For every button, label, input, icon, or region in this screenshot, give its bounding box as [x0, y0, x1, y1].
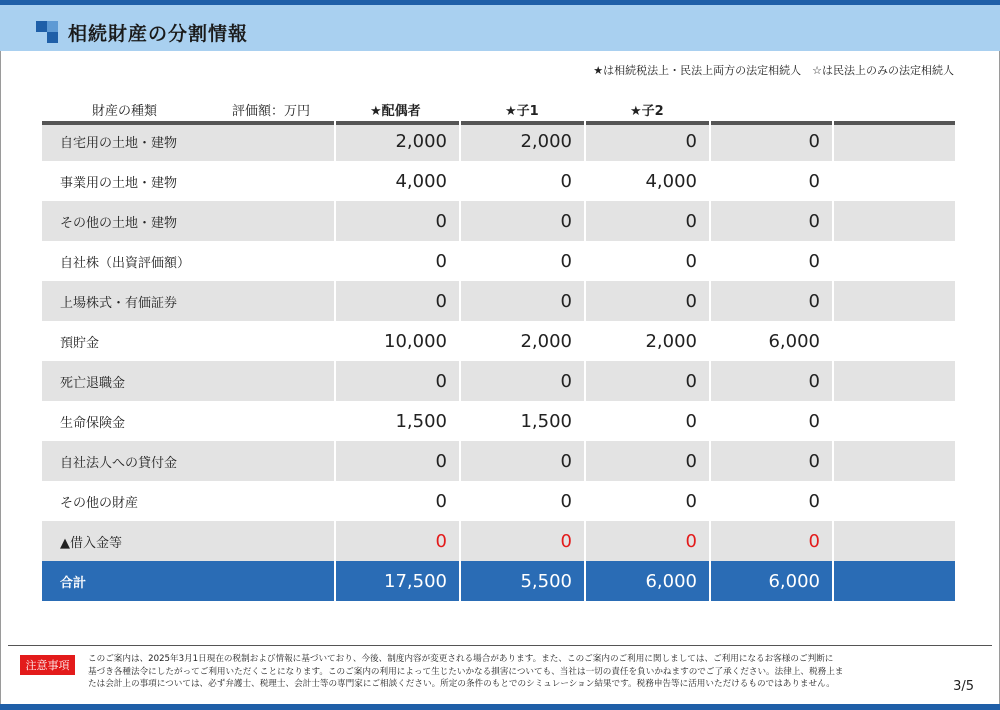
column-header-value: 評価額：万円	[232, 104, 311, 119]
page-number: 3/5	[953, 679, 974, 694]
disclaimer-text	[88, 653, 923, 691]
row-label: 上場株式・有価証券	[42, 281, 334, 321]
value-cell: 10,000	[384, 330, 447, 352]
table-row-liabilities	[42, 521, 955, 561]
child2-cell: 0	[808, 410, 820, 432]
value-cell: 1,500	[395, 410, 447, 432]
empty-cell	[834, 241, 955, 281]
child1-cell: 0	[586, 361, 709, 401]
disclaimer-line: このご案内は、2025年3月1日現在の税制および情報に基づいており、今後、制度内容が変更される場合があります。また、このご案内のご利用に関しましては、ご利用になるお客様のご判断に	[88, 654, 834, 664]
column-header-child1: ★子1	[505, 104, 539, 119]
total-child2-cell: 6,000	[711, 561, 832, 601]
table-row	[42, 441, 955, 481]
table-top-border	[834, 121, 955, 125]
notice-badge: 注意事項	[20, 655, 75, 675]
spouse-cell: 0	[461, 441, 584, 481]
page-header	[0, 5, 1000, 51]
total-value-cell: 17,500	[336, 561, 459, 601]
spouse-cell: 0	[461, 361, 584, 401]
empty-cell	[834, 121, 955, 161]
empty-cell	[834, 481, 955, 521]
child2-cell: 0	[711, 201, 832, 241]
total-child1-cell: 6,000	[586, 561, 709, 601]
child1-cell: 0	[586, 121, 709, 161]
row-label: 事業用の土地・建物	[60, 175, 178, 191]
child2-cell: 0	[711, 441, 832, 481]
row-label: 預貯金	[60, 335, 100, 351]
row-label: その他の土地・建物	[42, 201, 334, 241]
child2-cell: 0	[808, 250, 820, 272]
empty-cell	[834, 201, 955, 241]
spouse-cell: 1,500	[520, 410, 572, 432]
child1-cell: 0	[586, 521, 709, 561]
spouse-cell: 0	[461, 201, 584, 241]
table-top-border	[42, 121, 334, 125]
empty-cell	[834, 441, 955, 481]
brand-squares-icon	[36, 21, 58, 43]
table-row	[42, 281, 955, 321]
child2-cell: 6,000	[768, 330, 820, 352]
empty-cell	[834, 361, 955, 401]
table-row	[42, 121, 955, 161]
row-label: 自宅用の土地・建物	[42, 121, 334, 161]
row-label: ▲借入金等	[42, 521, 334, 561]
child1-cell: 0	[685, 490, 697, 512]
child2-cell: 0	[711, 121, 832, 161]
value-cell: 0	[336, 281, 459, 321]
bottom-accent-bar	[0, 704, 1000, 710]
table-row	[42, 361, 955, 401]
column-header-category: 財産の種類	[92, 104, 158, 119]
spouse-cell: 0	[560, 170, 572, 192]
empty-cell	[834, 401, 955, 441]
table-top-border	[461, 121, 584, 125]
child2-cell: 0	[711, 281, 832, 321]
row-label: 自社法人への貸付金	[42, 441, 334, 481]
disclaimer-line: たは会計上の事項については、必ず弁護士、税理士、会計士等の専門家にご相談ください。所定の条件のもとでのシミュレーション結果です。税務申告等に活用いただけるものではありません。	[88, 679, 835, 689]
child1-cell: 2,000	[645, 330, 697, 352]
spouse-cell: 0	[560, 490, 572, 512]
value-cell: 2,000	[336, 121, 459, 161]
value-cell: 4,000	[395, 170, 447, 192]
value-cell: 0	[336, 361, 459, 401]
child2-cell: 0	[808, 170, 820, 192]
footer-divider	[8, 645, 992, 646]
child2-cell: 0	[711, 521, 832, 561]
total-spouse-cell: 5,500	[461, 561, 584, 601]
child1-cell: 4,000	[645, 170, 697, 192]
row-label: 死亡退職金	[42, 361, 334, 401]
child1-cell: 0	[586, 281, 709, 321]
value-cell: 0	[336, 201, 459, 241]
value-cell: 0	[435, 250, 447, 272]
spouse-cell: 0	[560, 250, 572, 272]
child1-cell: 0	[586, 201, 709, 241]
child2-cell: 0	[711, 361, 832, 401]
inheritance-table	[42, 121, 955, 601]
total-label: 合計	[42, 561, 334, 601]
child1-cell: 0	[586, 441, 709, 481]
spouse-cell: 0	[461, 281, 584, 321]
empty-cell	[834, 521, 955, 561]
empty-cell	[834, 281, 955, 321]
empty-cell	[834, 561, 955, 601]
table-row	[42, 201, 955, 241]
table-row	[42, 161, 955, 201]
child2-cell: 0	[808, 490, 820, 512]
table-row-total	[42, 561, 955, 601]
empty-cell	[834, 321, 955, 361]
table-row	[42, 401, 955, 441]
spouse-cell: 2,000	[461, 121, 584, 161]
value-cell: 0	[336, 521, 459, 561]
column-header-child2: ★子2	[630, 104, 664, 119]
table-row	[42, 321, 955, 361]
value-cell: 0	[435, 490, 447, 512]
disclaimer-line: 基づき各種法令にしたがってご利用いただくことになります。このご案内の利用によって生じたいかなる損害についても、当社は一切の責任を負いかねますのでご了承ください。法律上、税務上ま	[88, 666, 844, 677]
spouse-cell: 0	[461, 521, 584, 561]
page-title: 相続財産の分割情報	[68, 23, 249, 45]
heir-legend-note: ★は相続税法上・民法上両方の法定相続人 ☆は民法上のみの法定相続人	[593, 64, 954, 77]
spouse-cell: 2,000	[520, 330, 572, 352]
child1-cell: 0	[685, 250, 697, 272]
table-top-border	[336, 121, 459, 125]
row-label: その他の財産	[60, 495, 139, 511]
table-row	[42, 241, 955, 281]
table-top-border	[711, 121, 832, 125]
empty-cell	[834, 161, 955, 201]
row-label: 生命保険金	[60, 415, 126, 431]
table-top-border	[586, 121, 709, 125]
child1-cell: 0	[685, 410, 697, 432]
table-row	[42, 481, 955, 521]
column-header-spouse: ★配偶者	[370, 104, 421, 119]
value-cell: 0	[336, 441, 459, 481]
row-label: 自社株（出資評価額）	[60, 255, 191, 271]
